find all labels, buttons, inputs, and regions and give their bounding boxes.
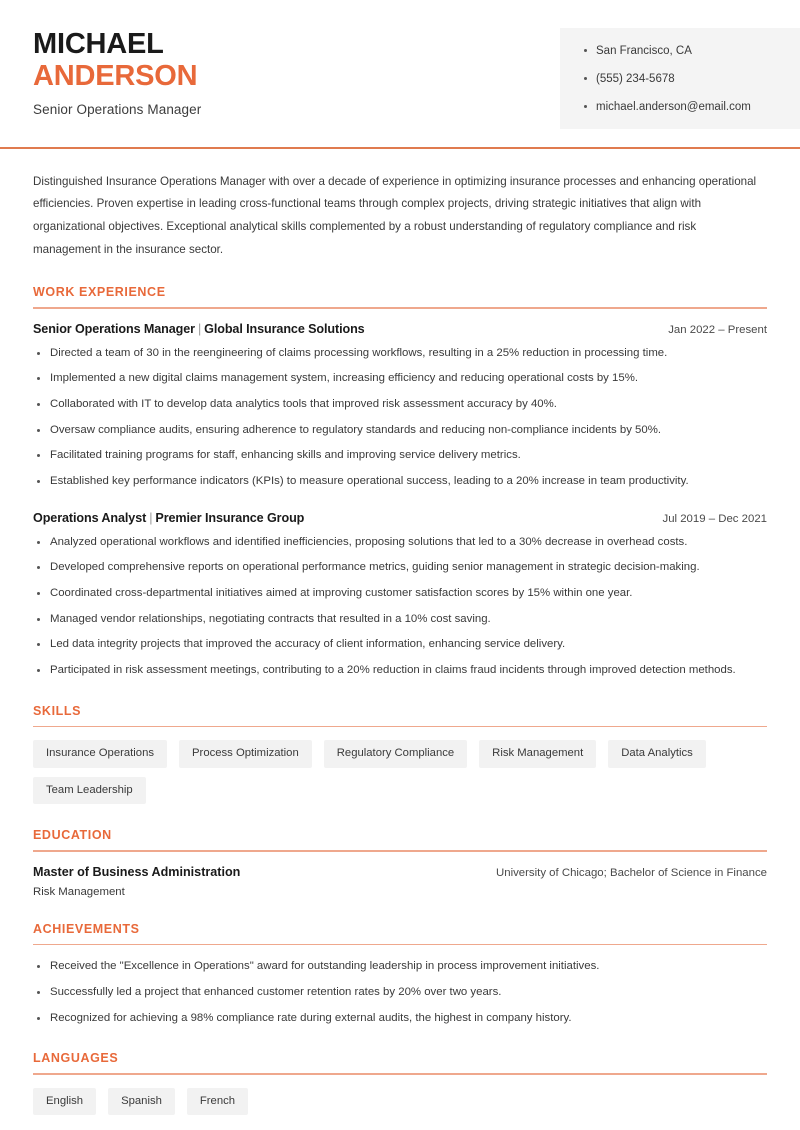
experience-date-range: Jan 2022 – Present <box>668 323 767 336</box>
contact-email[interactable]: michael.anderson@email.com <box>584 100 786 115</box>
achievement-bullet: Recognized for achieving a 98% compliance rate during external audits, the highest in company history. <box>33 1010 767 1028</box>
section-languages <box>33 1051 767 1115</box>
achievement-bullet: Received the "Excellence in Operations" award for outstanding leadership in process improvement initiatives. <box>33 958 767 976</box>
header-divider <box>0 147 800 149</box>
language-tag: Spanish <box>108 1088 175 1116</box>
section-divider <box>33 850 767 852</box>
section-title-skills: SKILLS <box>33 703 82 718</box>
achievement-bullet: Successfully led a project that enhanced customer retention rates by 20% over two years. <box>33 984 767 1002</box>
education-degree: Master of Business Administration <box>33 864 241 879</box>
role-company-separator: | <box>197 321 202 336</box>
education-institution: University of Chicago; Bachelor of Science in Finance <box>496 866 767 879</box>
language-tag: French <box>187 1088 248 1116</box>
section-achievements <box>33 922 767 1028</box>
experience-bullet: Collaborated with IT to develop data analytics tools that improved risk assessment accuracy by 40%. <box>33 396 767 414</box>
professional-summary: Distinguished Insurance Operations Manager with over a decade of experience in optimizing insurance processes and enhancing operational efficiencies. Proven expertise in leading cross-functional teams through complex projects, driving strategic initiatives that align with organizational objectives. Exceptional analytical skills complemented by a robust understanding of regulatory compliance and risk management in the insurance sector. <box>33 174 757 256</box>
skill-tag: Process Optimization <box>179 740 312 768</box>
experience-bullet: Participated in risk assessment meetings, contributing to a 20% reduction in claims fraud incidents through improved detection methods. <box>33 662 767 680</box>
experience-bullet: Led data integrity projects that improved the accuracy of client information, enhancing service delivery. <box>33 636 767 654</box>
identity-block <box>0 18 201 117</box>
experience-role-company <box>33 511 304 525</box>
section-title-education: EDUCATION <box>33 828 112 843</box>
full-name <box>33 28 201 93</box>
experience-date-range: Jul 2019 – Dec 2021 <box>662 512 767 525</box>
experience-entry <box>33 511 767 680</box>
resume-header <box>0 0 800 129</box>
section-education <box>33 828 767 898</box>
experience-company: Premier Insurance Group <box>155 510 305 525</box>
experience-bullet: Coordinated cross-departmental initiatives aimed at improving customer satisfaction scores by 15% within one year. <box>33 585 767 603</box>
role-company-separator: | <box>149 510 153 525</box>
language-tag: English <box>33 1088 96 1116</box>
section-divider <box>33 726 767 728</box>
section-skills <box>33 704 767 805</box>
achievements-bullet-list <box>33 958 767 1027</box>
experience-bullet: Established key performance indicators (KPIs) to measure operational success, leading to a 20% increase in team productivity. <box>33 473 767 491</box>
experience-bullet: Oversaw compliance audits, ensuring adherence to regulatory standards and reducing non-compliance incidents by 50%. <box>33 422 767 440</box>
experience-bullet: Directed a team of 30 in the reengineering of claims processing workflows, resulting in a 25% reduction in processing time. <box>33 345 767 363</box>
skills-tag-list <box>33 740 767 804</box>
experience-bullet: Managed vendor relationships, negotiating contracts that resulted in a 10% cost saving. <box>33 611 767 629</box>
professional-headline: Senior Operations Manager <box>33 101 202 117</box>
section-divider <box>33 944 767 946</box>
languages-tag-list <box>33 1088 767 1116</box>
experience-entry <box>33 322 767 491</box>
experience-role: Senior Operations Manager <box>33 321 195 336</box>
section-title-achievements: ACHIEVEMENTS <box>33 921 140 936</box>
skill-tag: Team Leadership <box>33 777 146 805</box>
experience-bullet-list <box>33 345 767 491</box>
section-divider <box>33 1073 767 1075</box>
contact-panel <box>560 28 800 129</box>
first-name: MICHAEL <box>33 28 164 60</box>
section-divider <box>33 307 767 309</box>
experience-bullet: Facilitated training programs for staff, enhancing skills and improving service delivery metrics. <box>33 447 767 465</box>
experience-role-company <box>33 322 365 336</box>
skill-tag: Insurance Operations <box>33 740 167 768</box>
experience-bullet-list <box>33 534 767 680</box>
contact-phone[interactable]: (555) 234-5678 <box>584 72 786 87</box>
section-title-languages: LANGUAGES <box>33 1051 119 1066</box>
education-entry-header <box>33 865 767 879</box>
experience-bullet: Developed comprehensive reports on operational performance metrics, guiding senior management in strategic decision-making. <box>33 559 767 577</box>
skill-tag: Data Analytics <box>608 740 706 768</box>
experience-bullet: Analyzed operational workflows and identified inefficiencies, proposing solutions that led to a 30% decrease in overhead costs. <box>33 534 767 552</box>
skill-tag: Regulatory Compliance <box>324 740 467 768</box>
last-name: ANDERSON <box>33 60 198 93</box>
experience-role: Operations Analyst <box>33 510 147 525</box>
experience-bullet: Implemented a new digital claims management system, increasing efficiency and reducing operational costs by 15%. <box>33 370 767 388</box>
skill-tag: Risk Management <box>479 740 596 768</box>
experience-entry-header <box>33 511 767 525</box>
experience-company: Global Insurance Solutions <box>204 321 365 336</box>
education-field: Risk Management <box>33 885 125 898</box>
section-work-experience <box>33 285 767 680</box>
contact-location: San Francisco, CA <box>584 44 786 59</box>
resume-body <box>0 171 800 1116</box>
contact-list <box>584 44 786 115</box>
experience-entry-header <box>33 322 767 336</box>
section-title-work-experience: WORK EXPERIENCE <box>33 285 166 300</box>
